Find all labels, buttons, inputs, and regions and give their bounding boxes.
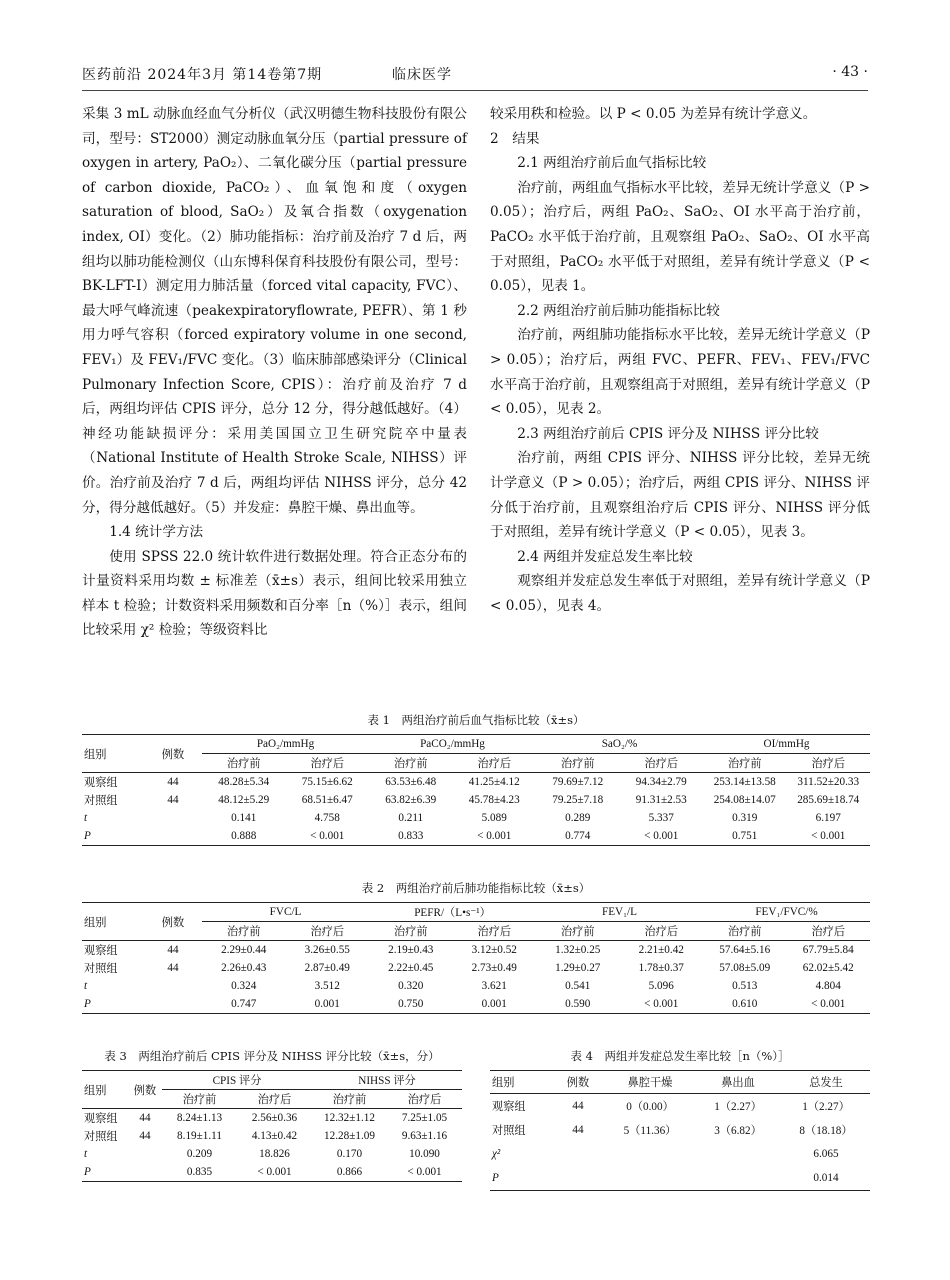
table-row — [82, 773, 870, 792]
cell: 0.610 — [703, 995, 787, 1014]
header-before: 治疗前 — [703, 922, 787, 941]
cell: 253.14±13.58 — [713, 776, 776, 788]
cell: 0.833 — [369, 827, 453, 846]
cell — [128, 1145, 162, 1163]
cell: < 0.001 — [387, 1163, 462, 1182]
table-row — [82, 827, 870, 846]
table-row — [490, 1166, 870, 1191]
table-row — [82, 1109, 462, 1128]
results-heading: 2 结果 — [490, 130, 540, 147]
cell: 79.69±7.12 — [552, 776, 604, 788]
cell: 3.26±0.55 — [304, 944, 350, 956]
cell: 3.621 — [481, 980, 507, 992]
header-after: 治疗后 — [453, 922, 537, 941]
cell: 观察组 — [84, 777, 118, 789]
cell: P — [82, 827, 144, 846]
cell: 67.79±5.84 — [802, 944, 854, 956]
cell: 2.56±0.36 — [251, 1112, 298, 1124]
header-fev1: FEV₁/L — [536, 903, 703, 922]
table3-caption: 表 3 两组治疗前后 CPIS 评分及 NIHSS 评分比较（x̄±s，分） — [104, 1049, 440, 1063]
header-group: 组别 — [82, 1071, 128, 1109]
result-2-4: 观察组并发症总发生率低于对照组，差异有统计学意义（P < 0.05），见表 4。 — [490, 573, 870, 614]
cell: 0.211 — [398, 812, 424, 824]
header-fev1-fvc: FEV₁/FVC/% — [703, 903, 870, 922]
cell: 对照组 — [492, 1125, 526, 1137]
cell: 2.22±0.45 — [388, 962, 434, 974]
cell — [694, 1142, 782, 1166]
table-row — [82, 1163, 462, 1182]
table2 — [82, 902, 870, 1014]
cell: 44 — [167, 944, 179, 956]
header-after: 治疗后 — [237, 1090, 312, 1109]
header-paco2: PaCO₂/mmHg — [369, 735, 536, 754]
cell: 5（11.36） — [623, 1125, 677, 1137]
cell: 44 — [167, 794, 179, 806]
cell: 观察组 — [492, 1101, 526, 1113]
cell: 48.28±5.34 — [218, 776, 270, 788]
cell — [550, 1142, 606, 1166]
cell: 0.320 — [398, 980, 424, 992]
cell — [128, 1163, 162, 1182]
header-cases: 例数 — [550, 1071, 606, 1094]
cell: 0.001 — [286, 995, 370, 1014]
cell: 3（6.82） — [714, 1125, 762, 1137]
header-before: 治疗前 — [202, 922, 286, 941]
header-cases: 例数 — [128, 1071, 162, 1109]
cell: 4.13±0.42 — [251, 1130, 298, 1142]
section-heading-1-4: 1.4 统计学方法 — [109, 524, 204, 541]
cell: 0.170 — [336, 1148, 363, 1160]
table4-caption: 表 4 两组并发症总发生率比较［n（%）］ — [570, 1049, 790, 1063]
cell: < 0.001 — [286, 827, 370, 846]
cell: 57.08±5.09 — [719, 962, 771, 974]
cell: < 0.001 — [620, 827, 704, 846]
cell: 9.63±1.16 — [401, 1130, 448, 1142]
methods-paragraph: 采集 3 mL 动脉血经血气分析仪（武汉明德生物科技股份有限公司，型号：ST2000）测定动脉血氧分压（partial pressure of oxygen in artery, PaO₂）、二氧化碳分压（partial pressure of carbon dioxide, PaCO₂）、血氧饱和度（oxygen saturation of blood, SaO₂）及氧合指数（oxygenation index, OI）变化。（2）肺功能指标：治疗前及治疗 7 d 后，两组均以肺功能检测仪（山东博科保育科技股份有限公司，型号：BK-LFT-I）测定用力肺活量（forced vital capacity, FVC）、最大呼气峰流速（peakexpiratoryflowrate, PEFR）、第 1 秒用力呼气容积（forced expiratory volume in one second, FEV₁）及 FEV₁/FVC 变化。（3）临床肺部感染评分（Clinical Pulmonary Infection Score, CPIS）：治疗前及治疗 7 d 后，两组均评估 CPIS 评分，总分 12 分，得分越低越好。（4）神经功能缺损评分：采用美国国立卫生研究院卒中量表（National Institute of Health Stroke Scale, NIHSS）评价。治疗前及治疗 7 d 后，两组均评估 NIHSS 评分，总分 42 分，得分越低越好。（5）并发症：鼻腔干燥、鼻出血等。 — [82, 106, 467, 516]
cell: 44 — [167, 776, 179, 788]
cell: P — [490, 1166, 550, 1191]
cell: 91.31±2.53 — [635, 794, 687, 806]
running-header — [82, 64, 868, 91]
cell: 0.747 — [202, 995, 286, 1014]
cell: < 0.001 — [787, 827, 871, 846]
header-after: 治疗后 — [286, 754, 370, 773]
cell: t — [84, 812, 88, 824]
table-row — [82, 1145, 462, 1163]
header-before: 治疗前 — [369, 922, 453, 941]
cell: 0.001 — [453, 995, 537, 1014]
cell: 2.21±0.42 — [638, 944, 684, 956]
cell: χ² — [492, 1148, 501, 1160]
result-2-2: 治疗前，两组肺功能指标水平比较，差异无统计学意义（P > 0.05）；治疗后，两组 FVC、PEFR、FEV₁、FEV₁/FVC 水平高于治疗前，且观察组高于对照组，差异有统计学意义（P < 0.05），见表 2。 — [490, 327, 870, 418]
stats-paragraph-cont: 较采用秩和检验。以 P < 0.05 为差异有统计学意义。 — [490, 106, 817, 122]
cell: 44 — [139, 1112, 151, 1124]
cell: < 0.001 — [453, 827, 537, 846]
cell: 对照组 — [84, 795, 118, 807]
cell: 311.52±20.33 — [797, 776, 860, 788]
cell: P — [82, 995, 144, 1014]
cell: 45.78±4.23 — [468, 794, 520, 806]
cell: 68.51±6.47 — [301, 794, 353, 806]
header-after: 治疗后 — [620, 922, 704, 941]
cell: 7.25±1.05 — [401, 1112, 448, 1124]
header-before: 治疗前 — [202, 754, 286, 773]
cell: 44 — [167, 962, 179, 974]
header-total: 总发生 — [782, 1071, 870, 1094]
cell: 观察组 — [84, 1113, 118, 1125]
cell: 6.065 — [813, 1148, 839, 1160]
table-row — [82, 941, 870, 960]
cell: 44 — [139, 1130, 151, 1142]
header-after: 治疗后 — [787, 754, 871, 773]
cell: 0.774 — [536, 827, 620, 846]
cell: 1（2.27） — [714, 1101, 762, 1113]
table-row — [82, 791, 870, 809]
cell: 44 — [572, 1100, 584, 1112]
cell: 5.096 — [648, 980, 674, 992]
table-row — [82, 1127, 462, 1145]
header-pefr: PEFR/（L•s⁻¹） — [369, 903, 536, 922]
cell: < 0.001 — [237, 1163, 312, 1182]
cell: 3.12±0.52 — [471, 944, 517, 956]
heading-2-3: 2.3 两组治疗前后 CPIS 评分及 NIHSS 评分比较 — [517, 425, 819, 442]
header-after: 治疗后 — [453, 754, 537, 773]
table-row — [82, 977, 870, 995]
cell: < 0.001 — [620, 995, 704, 1014]
cell: 4.758 — [314, 812, 340, 824]
cell: 75.15±6.62 — [301, 776, 353, 788]
header-before: 治疗前 — [536, 754, 620, 773]
table1-caption: 表 1 两组治疗前后血气指标比较（x̄±s） — [367, 713, 585, 727]
cell: 0.014 — [782, 1166, 870, 1191]
cell: 对照组 — [84, 963, 118, 975]
header-cases: 例数 — [144, 903, 202, 941]
header-before: 治疗前 — [369, 754, 453, 773]
table-row — [82, 995, 870, 1014]
cell — [144, 977, 202, 995]
header-after: 治疗后 — [787, 922, 871, 941]
cell: 2.19±0.43 — [388, 944, 434, 956]
table1 — [82, 734, 870, 846]
table-row — [490, 1118, 870, 1142]
heading-2-2: 2.2 两组治疗前后肺功能指标比较 — [517, 302, 720, 319]
header-sao2: SaO₂/% — [536, 735, 703, 754]
cell: 对照组 — [84, 1131, 118, 1143]
heading-2-4: 2.4 两组并发症总发生率比较 — [517, 548, 693, 565]
section-name: 临床医学 — [392, 67, 452, 83]
cell: 62.02±5.42 — [802, 962, 854, 974]
cell: 79.25±7.18 — [552, 794, 604, 806]
journal-info: 医药前沿 2024年3月 第14卷第7期 — [82, 67, 323, 83]
cell: 0.541 — [565, 980, 591, 992]
table-row — [82, 959, 870, 977]
cell: 63.53±6.48 — [385, 776, 437, 788]
cell: 0.751 — [703, 827, 787, 846]
page-number: · 43 · — [832, 64, 868, 80]
header-before: 治疗前 — [312, 1090, 387, 1109]
cell: 0.209 — [186, 1148, 213, 1160]
header-before: 治疗前 — [162, 1090, 237, 1109]
cell — [606, 1166, 694, 1191]
header-after: 治疗后 — [286, 922, 370, 941]
cell: 5.337 — [648, 812, 674, 824]
table-row — [490, 1094, 870, 1119]
header-nosebleed: 鼻出血 — [694, 1071, 782, 1094]
cell: 6.197 — [815, 812, 841, 824]
cell: 0.590 — [536, 995, 620, 1014]
result-2-3: 治疗前，两组 CPIS 评分、NIHSS 评分比较，差异无统计学意义（P > 0.05）；治疗后，两组 CPIS 评分、NIHSS 评分低于治疗前，且观察组治疗后 CPIS 评分、NIHSS 评分低于对照组，差异有统计学意义（P < 0.05），见表 3。 — [490, 450, 870, 541]
table3 — [82, 1070, 462, 1182]
header-fvc: FVC/L — [202, 903, 369, 922]
header-cpis: CPIS 评分 — [162, 1071, 312, 1090]
result-2-1: 治疗前，两组血气指标水平比较，差异无统计学意义（P > 0.05）；治疗后，两组 PaO₂、SaO₂、OI 水平高于治疗前，PaCO₂ 水平低于治疗前，且观察组 PaO₂、SaO₂、OI 水平高于对照组，PaCO₂ 水平低于对照组，差异有统计学意义（P < 0.05），见表 1。 — [490, 179, 870, 295]
header-group: 组别 — [82, 903, 144, 941]
cell: 57.64±5.16 — [719, 944, 771, 956]
cell: P — [82, 1163, 128, 1182]
stats-paragraph: 使用 SPSS 22.0 统计软件进行数据处理。符合正态分布的计量资料采用均数 ± 标准差（x̄±s）表示，组间比较采用独立样本 t 检验；计数资料采用频数和百分率［n（%）］表示，组间比较采用 χ² 检验；等级资料比 — [82, 548, 467, 639]
cell — [144, 827, 202, 846]
cell: 4.804 — [815, 980, 841, 992]
cell: 12.32±1.12 — [324, 1112, 375, 1124]
cell — [694, 1166, 782, 1191]
header-before: 治疗前 — [703, 754, 787, 773]
cell: t — [84, 1148, 88, 1160]
cell: 254.08±14.07 — [713, 794, 776, 806]
left-column — [82, 102, 467, 643]
cell: 1.78±0.37 — [638, 962, 684, 974]
table-row — [82, 809, 870, 827]
header-before: 治疗前 — [536, 922, 620, 941]
header-after: 治疗后 — [387, 1090, 462, 1109]
header-pao2: PaO₂/mmHg — [202, 735, 369, 754]
cell: 0.141 — [231, 812, 257, 824]
header-nihss: NIHSS 评分 — [312, 1071, 462, 1090]
cell: 285.69±18.74 — [797, 794, 860, 806]
header-nasal-dryness: 鼻腔干燥 — [606, 1071, 694, 1094]
cell — [550, 1166, 606, 1191]
cell: 0（0.00） — [626, 1101, 674, 1113]
cell: 0.888 — [202, 827, 286, 846]
cell: 1.29±0.27 — [555, 962, 601, 974]
cell: 18.826 — [259, 1148, 290, 1160]
cell: 12.28±1.09 — [324, 1130, 375, 1142]
cell: 0.289 — [565, 812, 591, 824]
cell: 41.25±4.12 — [468, 776, 520, 788]
right-column — [490, 102, 870, 618]
cell: 0.750 — [369, 995, 453, 1014]
cell: 0.324 — [231, 980, 257, 992]
header-group: 组别 — [82, 735, 144, 773]
cell: 2.29±0.44 — [221, 944, 267, 956]
cell — [606, 1142, 694, 1166]
cell: 0.835 — [162, 1163, 237, 1182]
cell: 2.73±0.49 — [471, 962, 517, 974]
cell: 0.319 — [732, 812, 758, 824]
cell: 0.866 — [312, 1163, 387, 1182]
cell: 94.34±2.79 — [635, 776, 687, 788]
cell: 63.82±6.39 — [385, 794, 437, 806]
cell: < 0.001 — [787, 995, 871, 1014]
header-group: 组别 — [490, 1071, 550, 1094]
cell: 8（18.18） — [799, 1125, 853, 1137]
cell: 5.089 — [481, 812, 507, 824]
cell: 1（2.27） — [802, 1101, 850, 1113]
cell — [144, 809, 202, 827]
table-row — [490, 1142, 870, 1166]
cell: 48.12±5.29 — [218, 794, 270, 806]
cell: 0.513 — [732, 980, 758, 992]
cell: 观察组 — [84, 945, 118, 957]
cell: 8.24±1.13 — [176, 1112, 223, 1124]
cell: 1.32±0.25 — [555, 944, 601, 956]
cell: 44 — [572, 1124, 584, 1136]
heading-2-1: 2.1 两组治疗前后血气指标比较 — [517, 155, 707, 172]
cell: 10.090 — [409, 1148, 440, 1160]
header-cases: 例数 — [144, 735, 202, 773]
header-oi: OI/mmHg — [703, 735, 870, 754]
cell: 2.26±0.43 — [221, 962, 267, 974]
cell: 2.87±0.49 — [304, 962, 350, 974]
header-after: 治疗后 — [620, 754, 704, 773]
cell: t — [84, 980, 88, 992]
table4 — [490, 1070, 870, 1191]
cell: 8.19±1.11 — [177, 1130, 222, 1142]
cell: 3.512 — [314, 980, 340, 992]
cell — [144, 995, 202, 1014]
table2-caption: 表 2 两组治疗前后肺功能指标比较（x̄±s） — [361, 881, 591, 895]
